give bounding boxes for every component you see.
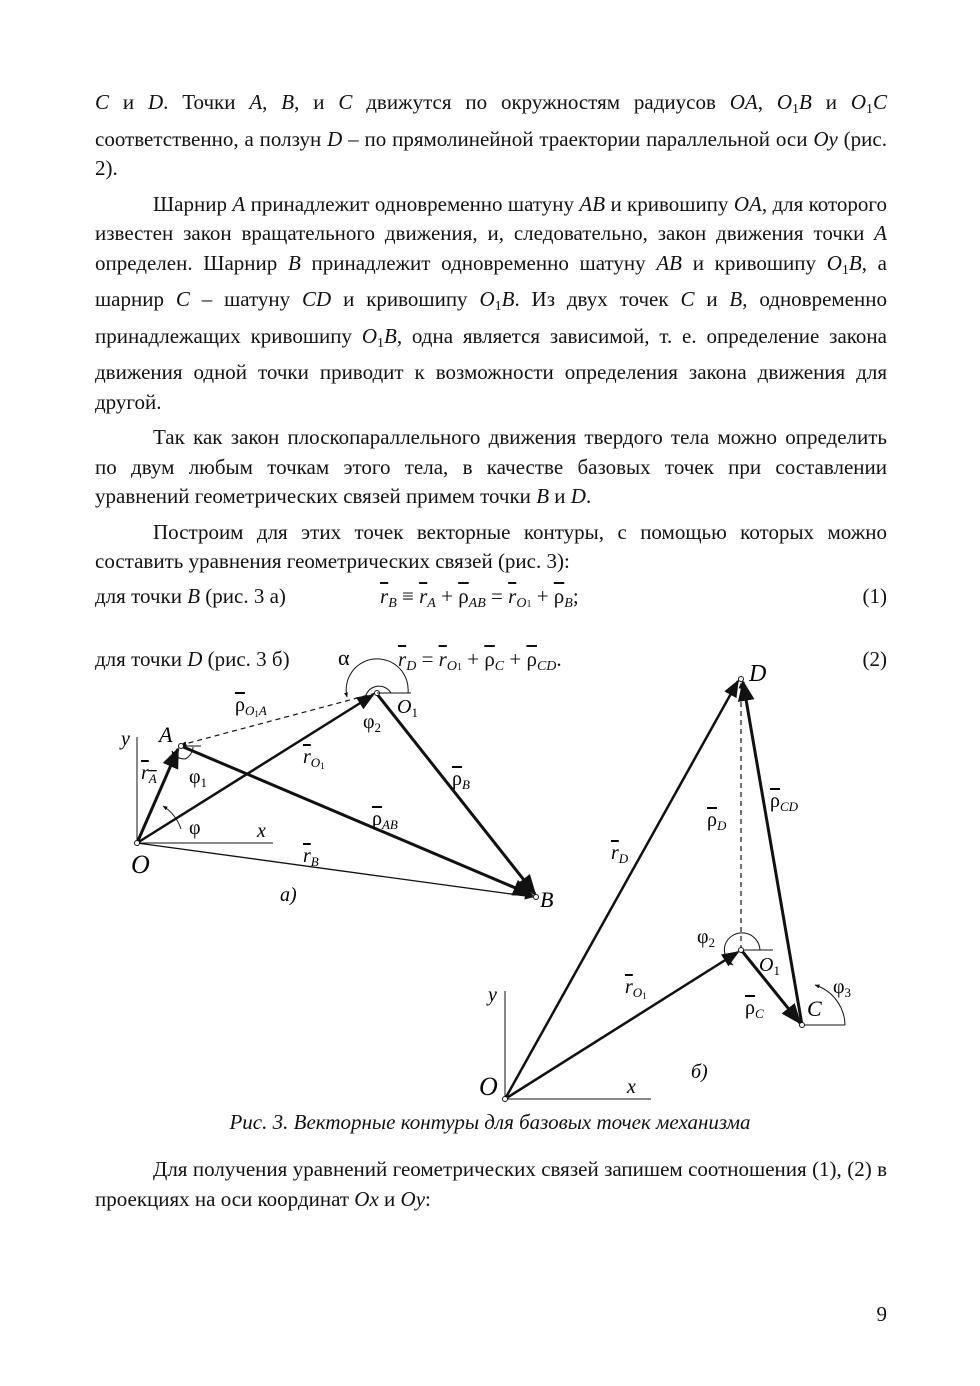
- text-run: и: [694, 287, 730, 311]
- text-run: r: [611, 842, 619, 864]
- text-run: 2: [374, 720, 382, 735]
- text-run: B: [799, 90, 812, 114]
- text-run: 1: [642, 991, 647, 1001]
- text-run: 1: [841, 262, 849, 278]
- text-run: , одновременно принадлежащих кривошипу: [95, 287, 888, 348]
- text-run: =: [485, 583, 509, 608]
- paragraph-5: [95, 1155, 887, 1214]
- text-run: O: [826, 250, 842, 275]
- label-rho-cd: [770, 790, 799, 814]
- label-rho-o1a: [235, 694, 267, 719]
- point-d: [739, 677, 744, 682]
- text-run: C: [494, 658, 505, 674]
- text-run: $\overline{r}$: [419, 583, 428, 608]
- text-run: Ox: [354, 1186, 379, 1211]
- text-run: B: [729, 287, 743, 311]
- label-y-b: y: [488, 984, 497, 1006]
- text-run: ρ: [770, 790, 780, 812]
- text-run: r: [141, 762, 149, 784]
- text-run: OA: [729, 90, 758, 114]
- label-y: y: [121, 728, 130, 750]
- point-o: [135, 841, 140, 846]
- label-rho-b: [452, 768, 470, 792]
- text-run: 1: [376, 335, 384, 351]
- text-run: 1: [494, 299, 502, 314]
- text-run: +: [504, 646, 527, 671]
- text-run: CD: [536, 658, 557, 674]
- text-run: – по прямолинейной траектории параллельной оси: [342, 126, 814, 151]
- text-run: ,: [757, 90, 777, 114]
- text-run: и кривошипу: [681, 250, 827, 275]
- text-run: r: [303, 746, 311, 768]
- label-rho-c: [745, 997, 764, 1021]
- figure-3-svg: [95, 645, 887, 1115]
- body-text: [95, 88, 887, 674]
- point-o1-b: [739, 948, 744, 953]
- text-run: , а шарнир: [95, 250, 887, 311]
- text-run: A: [148, 771, 157, 786]
- text-run: D: [327, 126, 343, 151]
- figure-a-sublabel: a): [280, 884, 297, 906]
- equation-1: [95, 581, 887, 611]
- text-run: O: [759, 954, 774, 976]
- text-run: CD: [779, 799, 799, 814]
- text-run: $\overline{\rho}$: [458, 583, 469, 608]
- text-run: B: [388, 595, 397, 611]
- text-run: . Точки: [163, 90, 250, 114]
- figure-3: [95, 645, 887, 1115]
- text-run: D: [618, 851, 629, 866]
- text-run: и кривошипу: [331, 287, 480, 311]
- text-run: 1: [411, 705, 418, 720]
- text-run: φ: [833, 976, 845, 998]
- text-run: O: [310, 755, 321, 770]
- text-run: B: [848, 250, 862, 275]
- text-run: для точки: [95, 646, 188, 671]
- text-run: 3: [844, 985, 852, 1000]
- text-run: A: [232, 191, 246, 216]
- text-run: φ: [697, 926, 709, 948]
- page-number: 9: [876, 1302, 887, 1326]
- text-run: r: [303, 845, 311, 867]
- text-run: AB: [468, 595, 486, 611]
- text-run: ρ: [452, 768, 462, 790]
- text-run: .: [585, 484, 592, 508]
- text-run: 1: [526, 598, 532, 610]
- text-run: и кривошипу: [605, 191, 734, 216]
- text-run: [516, 596, 531, 611]
- text-run: =: [416, 646, 439, 671]
- label-x: x: [257, 820, 266, 842]
- text-run: +: [435, 583, 459, 608]
- text-run: и: [811, 90, 851, 114]
- text-run: и: [109, 90, 148, 114]
- label-x-b: x: [627, 1076, 636, 1098]
- text-run: O: [244, 703, 255, 718]
- figure-a: [119, 645, 553, 912]
- text-run: для точки: [95, 583, 188, 608]
- text-run: и: [549, 484, 571, 508]
- text-run: φ: [363, 711, 375, 733]
- text-run: AB: [381, 817, 398, 832]
- text-run: O: [776, 90, 793, 114]
- label-rho-ab: [372, 808, 398, 832]
- text-run: C: [175, 287, 190, 311]
- text-run: +: [461, 646, 485, 671]
- text-run: C: [338, 90, 353, 114]
- text-run: (рис. 3 б): [202, 646, 290, 671]
- text-run: C: [95, 90, 110, 114]
- label-phi: φ: [189, 817, 201, 839]
- text-run: ρ: [745, 997, 755, 1019]
- text-run: B: [564, 595, 573, 611]
- text-run: B: [501, 287, 515, 311]
- text-run: O: [479, 287, 495, 311]
- text-run: CD: [302, 287, 332, 311]
- label-phi2: [363, 711, 381, 735]
- text-run: Oy: [400, 1186, 426, 1211]
- text-run: B: [536, 484, 550, 508]
- point-a: [179, 744, 184, 749]
- label-r-a: [141, 762, 157, 786]
- text-run: :: [425, 1186, 431, 1211]
- paragraph-2: [95, 190, 887, 418]
- text-run: B: [187, 583, 201, 608]
- text-run: 1: [773, 963, 780, 978]
- label-r-b: [303, 845, 319, 869]
- text-run: ≡: [396, 583, 420, 608]
- text-run: C: [873, 90, 888, 114]
- body-text-after: [95, 1155, 887, 1214]
- point-c: [800, 1023, 805, 1028]
- point-b: [534, 895, 539, 900]
- text-run: определен. Шарнир: [95, 250, 288, 275]
- figure-b-sublabel: б): [691, 1061, 708, 1083]
- text-run: C: [680, 287, 695, 311]
- text-run: O: [516, 595, 527, 611]
- label-o1-b: [759, 954, 780, 978]
- paragraph-3: [95, 423, 887, 512]
- text-run: ;: [572, 583, 579, 608]
- text-run: B: [383, 323, 397, 348]
- text-run: A: [427, 595, 436, 611]
- label-phi3: [833, 976, 851, 1000]
- equation-formula: [380, 581, 579, 620]
- text-run: B: [310, 854, 319, 869]
- text-run: $\overline{r}$: [380, 583, 389, 608]
- text-run: 1: [200, 775, 208, 790]
- text-run: (рис. 2).: [95, 126, 887, 180]
- text-run: ρ: [707, 809, 717, 831]
- text-run: O: [361, 323, 377, 348]
- text-run: принадлежит одновременно шатуну: [300, 250, 657, 275]
- paragraph-4: Построим для этих точек векторные контуры, с помощью которых можно составить уравнения геометрических связей (рис. 3):: [95, 519, 887, 573]
- text-run: ,: [262, 90, 282, 114]
- text-run: . Из двух точек: [514, 287, 681, 311]
- text-run: AB: [579, 191, 606, 216]
- text-run: O: [850, 90, 866, 114]
- text-run: B: [287, 250, 301, 275]
- text-run: Так как закон плоскопараллельного движения твердого тела можно определить по двум любым точкам этого тела, в качестве базовых точек при составлении уравнений геометрических связей примем точки: [95, 425, 887, 508]
- text-run: D: [187, 646, 203, 671]
- text-run: 2: [708, 935, 716, 950]
- text-run: D: [570, 484, 586, 508]
- label-b: B: [540, 887, 554, 912]
- paragraph-1: [95, 88, 887, 184]
- label-phi2-b: [697, 926, 715, 950]
- text-run: $\overline{\rho}$: [526, 646, 537, 671]
- text-run: $\overline{r}$: [508, 583, 517, 608]
- text-run: 1: [866, 102, 873, 117]
- equation-number: (1): [862, 583, 887, 608]
- label-c: C: [807, 996, 822, 1021]
- text-run: (рис. 3 а): [200, 583, 286, 608]
- text-run: +: [531, 583, 554, 608]
- text-run: 1: [320, 761, 325, 771]
- label-a: A: [159, 722, 173, 747]
- text-run: A: [874, 221, 887, 245]
- label-o-b: O: [479, 1072, 498, 1101]
- label-o: O: [131, 850, 150, 879]
- text-run: соответственно, а ползун: [95, 126, 328, 151]
- equation-number: (2): [862, 646, 887, 671]
- label-r-d: [611, 842, 629, 866]
- text-run: OA: [733, 191, 762, 216]
- text-run: $\overline{r}$: [398, 646, 407, 671]
- text-run: ρ: [372, 808, 382, 830]
- text-run: , для которого известен закон вращательного движения, и, следовательно, закон движения точки: [95, 191, 887, 245]
- text-run: , одна является зависимой, т. е. определение закона движения одной точки приводит к возможности определения закона движения для другой.: [95, 323, 887, 414]
- text-run: , и: [294, 90, 339, 114]
- text-run: ρ: [235, 694, 245, 716]
- text-run: Шарнир: [153, 191, 233, 216]
- text-run: 1: [456, 661, 462, 673]
- text-run: 1: [254, 709, 259, 719]
- text-run: O: [632, 985, 643, 1000]
- label-d: D: [749, 661, 767, 687]
- text-run: B: [281, 90, 295, 114]
- text-run: $\overline{r}$: [438, 646, 447, 671]
- text-run: r: [625, 976, 633, 998]
- text-run: A: [258, 703, 267, 718]
- text-run: B: [461, 777, 470, 792]
- text-run: C: [754, 1006, 764, 1021]
- text-run: .: [556, 646, 562, 671]
- text-run: O: [397, 696, 412, 718]
- point-o-b: [503, 1097, 508, 1102]
- text-run: D: [147, 90, 164, 114]
- text-run: Для получения уравнений геометрических связей запишем соотношения (1), (2) в проекциях на оси координат: [95, 1157, 887, 1211]
- text-run: D: [406, 658, 417, 674]
- text-run: – шатуну: [189, 287, 303, 311]
- text-run: $\overline{\rho}$: [553, 583, 565, 608]
- text-run: Oy: [813, 126, 838, 151]
- figure-caption: Рис. 3. Векторные контуры для базовых точек механизма: [229, 1110, 751, 1134]
- label-phi1: [189, 766, 207, 790]
- label-alpha: α: [338, 645, 350, 670]
- text-run: O: [446, 658, 457, 674]
- text-run: A: [249, 90, 263, 114]
- text-run: $\overline{\rho}$: [484, 646, 495, 671]
- label-o1: [397, 696, 418, 720]
- text-run: движутся по окружностям радиусов: [352, 90, 730, 114]
- text-run: принадлежит одновременно шатуну: [245, 191, 580, 216]
- text-run: 1: [792, 102, 800, 117]
- text-run: AB: [656, 250, 682, 275]
- text-run: D: [716, 818, 727, 833]
- text-run: φ: [189, 766, 201, 788]
- vector-rho-o1a: [181, 693, 376, 745]
- equation-label: [95, 581, 286, 611]
- label-r-o1: [303, 746, 325, 771]
- label-r-o1-b: [625, 976, 647, 1001]
- label-rho-d: [707, 809, 727, 833]
- text-run: и: [378, 1186, 401, 1211]
